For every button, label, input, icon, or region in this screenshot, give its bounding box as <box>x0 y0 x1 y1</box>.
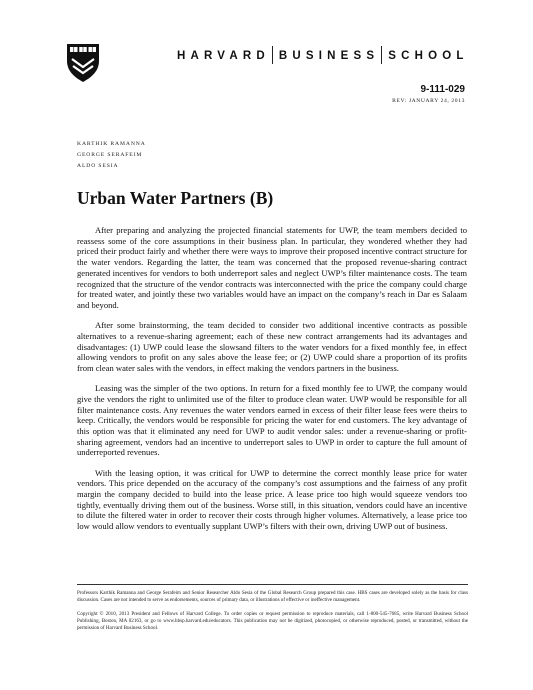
author-name: GEORGE SERAFEIM <box>77 152 143 158</box>
school-name-business: BUSINESS <box>278 50 380 62</box>
revision-date: REV: JANUARY 24, 2013 <box>392 98 465 104</box>
school-name-divider <box>381 46 382 64</box>
footer-note: Professors Karthik Ramanna and George Serafeim and Senior Researcher Aldo Sesia of the Global Research Group prepared this case. HBS cases are developed solely as the basis for class discussion. Cases are not intended to serve as endorsements, sources of primary data, or illustrations of effective or ineffective management. <box>77 590 468 604</box>
harvard-veritas-shield-icon <box>66 43 100 83</box>
body-paragraph: After preparing and analyzing the projected financial statements for UWP, the team members decided to reassess some of the core assumptions in their business plan. In particular, they wondered whether they had priced their product fairly and whether there were ways to improve their proposed incentive contract structure for the water vendors. Regarding the latter, the team was concerned that the proposed revenue-sharing contract generated incentives for vendors to both underreport sales and neglect UWP’s filter maintenance costs. The team recognized that the structure of the vendor contracts was interconnected with the price the company could charge for treated water, and jointly these two variables would have an impact on the company’s reach in Dar es Salaam and beyond. <box>77 225 467 310</box>
case-number: 9-111-029 <box>420 84 465 95</box>
school-name-divider <box>272 46 273 64</box>
body-paragraph: Leasing was the simpler of the two options. In return for a fixed monthly fee to UWP, the company would give the vendors the right to unlimited use of the filter to produce clean water. UWP would be responsible for all filter maintenance costs. Any revenues the water vendors earned in excess of their filter lease fees were theirs to keep. Critically, the vendors would be responsible for pricing the water for end customers. The key advantage of this option was that it eliminated any need for UWP to audit vendor sales: under a revenue-sharing or profit-sharing agreement, vendors had an incentive to underreport sales to UWP in order to capture the full amount of underreported revenues. <box>77 383 467 458</box>
body-paragraph: After some brainstorming, the team decided to consider two additional incentive contracts as possible alternatives to a revenue-sharing agreement; each of these new contract arrangements had its advantages and disadvantages: (1) UWP could lease the slowsand filters to the water vendors for a fixed monthly fee, in effect allowing vendors to profit on any sales above the lease fee; or (2) UWP could share a proportion of its profits from clean water sales with the vendors, in effect making the vendors partners in the business. <box>77 320 467 373</box>
case-title: Urban Water Partners (B) <box>77 188 274 208</box>
footer-copyright: Copyright © 2010, 2013 President and Fellows of Harvard College. To order copies or request permission to reproduce materials, call 1-800-545-7685, write Harvard Business School Publishing, Boston, MA 02163, or go to www.hbsp.harvard.edu/educators. This publication may not be digitized, photocopied, or otherwise reproduced, posted, or transmitted, without the permission of Harvard Business School. <box>77 610 468 632</box>
author-name: ALDO SESIA <box>77 163 119 169</box>
school-name-school: SCHOOL <box>388 50 469 62</box>
author-list <box>77 139 146 172</box>
school-name-harvard: HARVARD <box>177 50 270 62</box>
footer <box>77 590 468 638</box>
author-name: KARTHIK RAMANNA <box>77 141 146 147</box>
school-name <box>177 46 469 64</box>
body-paragraph: With the leasing option, it was critical for UWP to determine the correct monthly lease price for water vendors. This price depended on the accuracy of the company’s cost assumptions and the fairness of any profit margin the company decided to build into the lease price. A lease price too high would squeeze vendors too tightly, eventually driving them out of the business. Worse still, in this situation, vendors could have an incentive to dilute the filtered water in order to recover their costs through higher volumes. Alternatively, a lease price too low would allow vendors to eventually supplant UWP’s filters with their own, driving UWP out of business. <box>77 467 467 532</box>
case-body <box>77 225 467 541</box>
footer-divider <box>77 584 468 585</box>
